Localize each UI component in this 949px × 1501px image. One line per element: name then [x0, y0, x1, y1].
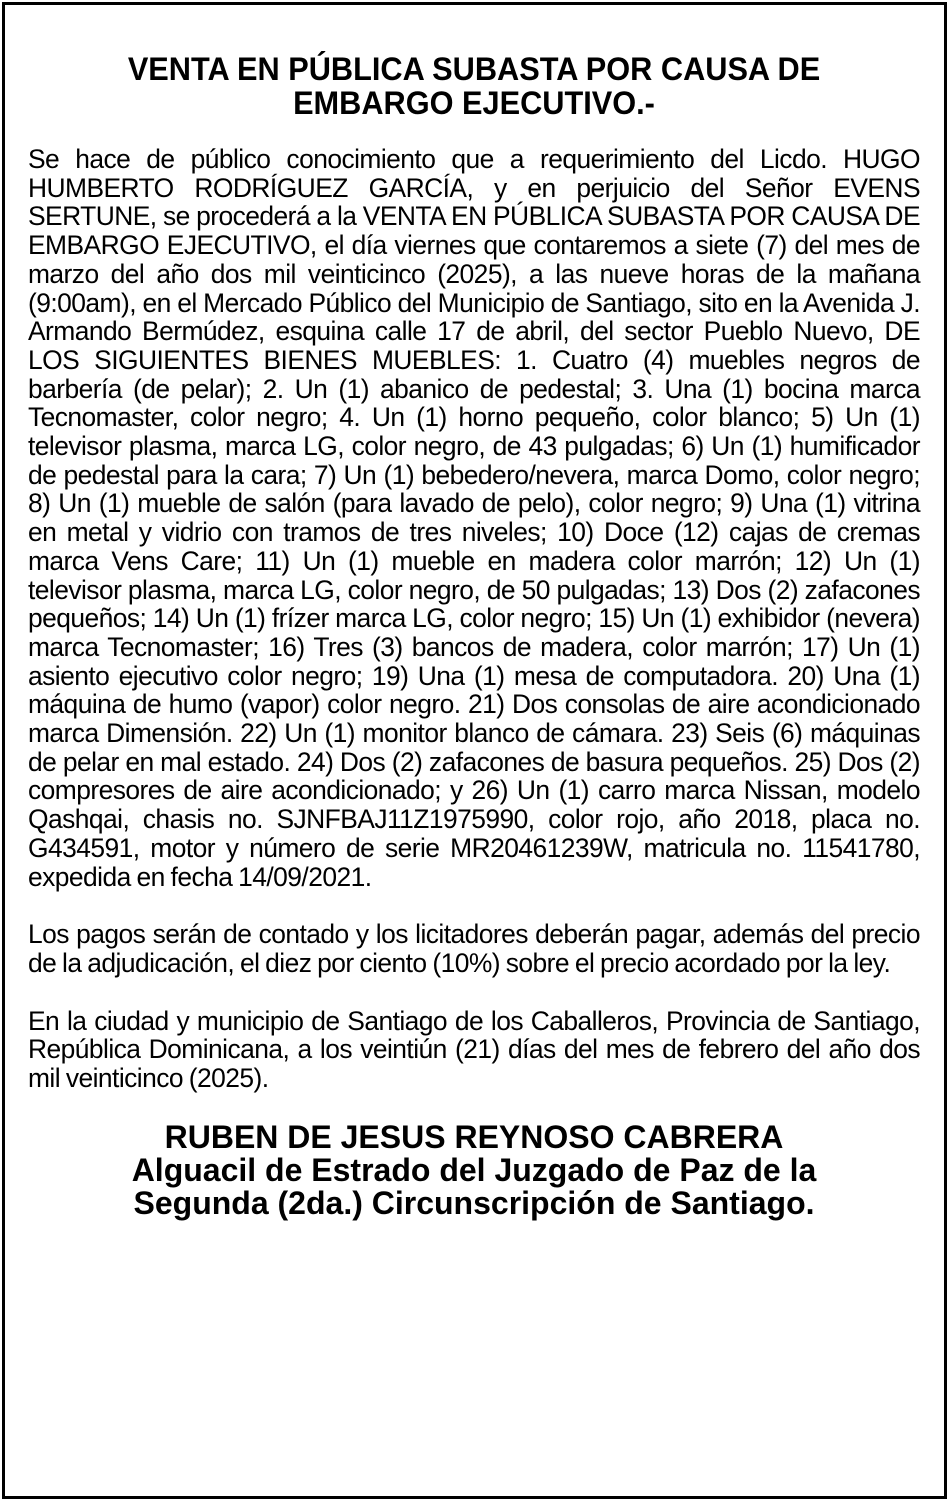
notice-title: VENTA EN PÚBLICA SUBASTA POR CAUSA DE EMBARGO EJECUTIVO.-: [127, 51, 821, 121]
signature-role-line-2: Segunda (2da.) Circunscripción de Santiago.: [133, 1184, 815, 1221]
notice-content: [28, 52, 920, 1220]
notice-paragraph-payment-terms: Los pagos serán de contado y los licitadores deberán pagar, además del precio de la adjudicación, el diez por ciento (10%) sobre el precio acordado por la ley.: [28, 919, 920, 978]
notice-paragraph-announcement: Se hace de público conocimiento que a requerimiento del Licdo. HUGO HUMBERTO RODRÍGUEZ GARCÍA, y en perjuicio del Señor EVENS SERTUNE, se procederá a la VENTA EN PÚBLICA SUBASTA POR CAUSA DE EMBARGO EJECUTIVO, el día viernes que contaremos a siete (7) del mes de marzo del año dos mil veinticinco (2025), a las nueve horas de la mañana (9:00am), en el Mercado Público del Municipio de Santiago, sito en la Avenida J. Armando Bermúdez, esquina calle 17 de abril, del sector Pueblo Nuevo, DE LOS SIGUIENTES BIENES MUEBLES: 1. Cuatro (4) muebles negros de barbería (de pelar); 2. Un (1) abanico de pedestal; 3. Una (1) bocina marca Tecnomaster, color negro; 4. Un (1) horno pequeño, color blanco; 5) Un (1) televisor plasma, marca LG, color negro, de 43 pulgadas; 6) Un (1) humificador de pedestal para la cara; 7) Un (1) bebedero/nevera, marca Domo, color negro; 8) Un (1) mueble de salón (para lavado de pelo), color negro; 9) Una (1) vitrina en metal y vidrio con tramos de tres niveles; 10) Doce (12) cajas de cremas marca Vens Care; 11) Un (1) mueble en madera color marrón; 12) Un (1) televisor plasma, marca LG, color negro, de 50 pulgadas; 13) Dos (2) zafacones pequeños; 14) Un (1) frízer marca LG, color negro; 15) Un (1) exhibidor (nevera) marca Tecnomaster; 16) Tres (3) bancos de madera, color marrón; 17) Un (1) asiento ejecutivo color negro; 19) Una (1) mesa de computadora. 20) Una (1) máquina de humo (vapor) color negro. 21) Dos consolas de aire acondicionado marca Dimensión. 22) Un (1) monitor blanco de cámara. 23) Seis (6) máquinas de pelar en mal estado. 24) Dos (2) zafacones de basura pequeños. 25) Dos (2) compresores de aire acondicionado; y 26) Un (1) carro marca Nissan, modelo Qashqai, chasis no. SJNFBAJ11Z1975990, color rojo, año 2018, placa no. G434591, motor y número de serie MR20461239W, matricula no. 11541780, expedida en fecha 14/09/2021.: [28, 144, 920, 892]
signature-name: RUBEN DE JESUS REYNOSO CABRERA: [164, 1118, 784, 1155]
signature-block: [28, 1118, 920, 1221]
notice-paragraph-place-date: En la ciudad y municipio de Santiago de los Caballeros, Provincia de Santiago, República Dominicana, a los veintiún (21) días del mes de febrero del año dos mil veinticinco (2025).: [28, 1005, 920, 1094]
signature-role-line-1: Alguacil de Estrado del Juzgado de Paz de la: [131, 1151, 817, 1188]
